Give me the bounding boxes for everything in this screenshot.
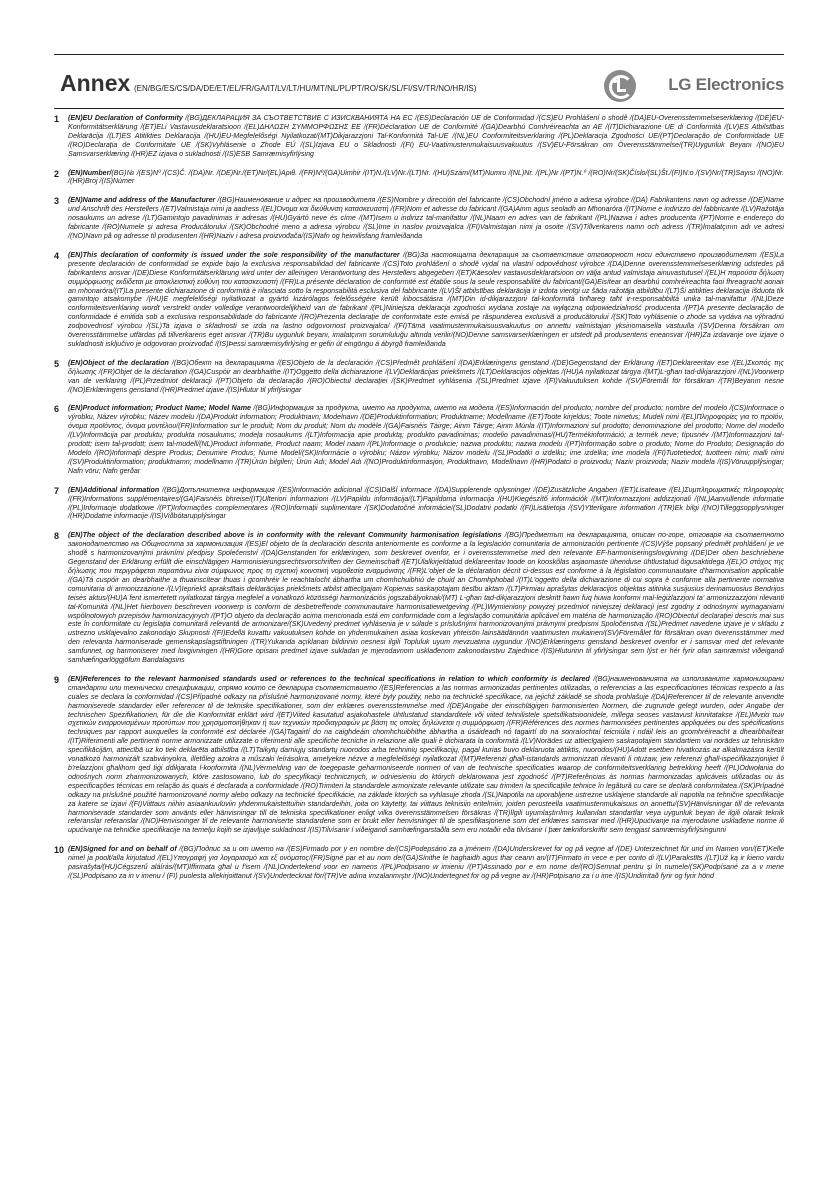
item-number: 8 — [54, 531, 60, 542]
top-rule — [54, 54, 784, 55]
item-number: 4 — [54, 250, 60, 261]
annex-item-5 — [54, 359, 784, 395]
item-number: 1 — [54, 114, 60, 124]
annex-item-8 — [54, 531, 784, 665]
item-lead: (EN)Object of the declaration — [68, 358, 169, 367]
item-lead: (EN)Product information; Product Name; Model Name — [68, 404, 251, 413]
language-codes: (EN/BG/ES/CS/DA/DE/ET/EL/FR/GA/IT/LV/LT/HU/MT/NL/PL/PT/RO/SK/SL/FI/SV/TR/NO/HR/IS) — [134, 84, 477, 93]
item-lead: (EN)Number/ — [68, 168, 112, 177]
item-lead: (EN)This declaration of conformity is issued under the sole responsibility of the manufacturer — [68, 250, 400, 259]
item-text: /(BG)Обект на декларацията /(ES)Objeto de la declaración /(CS)Předmět prohlášení /(DA)Erklæringens genstand /(DE)Gegenstand der Erklärung /(ET)Deklareeritav ese /(EL)Σκοπός της δήλωσης /(FR)Objet de la déclaration /(GA)Cuspóir an dearbhaithe /(IT)Oggetto della dichiarazione /(LV)Deklarācijas priekšmets /(LT)Deklaracijos objektas /(HU)A nyilatkozat tárgya /(MT)L-għan tad-dikjarazzjoni /(NL)Voorwerp van de verklaring /(PL)Przedmiot deklaracji /(PT)Objeto da declaração /(RO)Obiectul declarației /(SK)Predmet vyhlásenia /(SL)Predmet izjave /(FI)Vakuutuksen kohde /(SV)Föremål för försäkran /(TR)Beyanın nesne /(NO)Erklæringens genstand /(HR)Predmet izjave /(IS)Hlutur til yfirlýsingar — [68, 358, 784, 394]
item-text: /(BG)Допълнителна информация /(ES)Información adicional /(CS)Další informace /(DA)Supplerende oplysninger /(DE)Zusätzliche Angaben /(ET)Lisateave /(EL)Συμπληρωματικές πληροφορίες /(FR)Informations supplémentaires/(GA)Faisnéis bhreise/(IT)Ulteriori informazioni /(LV)Papildu informācija/(LT)Papildoma informacija /(HU)Kiegészítő információk /(MT)Informazzjoni addizzjonali /(NL)Aanvullende informatie /(PL)Informacje dodatkowe /(PT)Informações complementares /(RO)Informații suplimentare /(SK)Dodatočné informácie/(SL)Dodatni podatki /(FI)Lisätietoja /(SV)Ytterligare information /(TR)Ek bilgi /(NO)Tilleggsopplysninger /(HR)Dodatne informacije /(IS)Viðbótarupplýsingar — [68, 485, 784, 521]
item-text: /(BG)Информация за продукта, името на продукта, името на модела /(ES)Información del producto; nombre del producto; nombre del modelo /(CS)Informace o výrobku, Název výrobku; Název modelu /(DA)Produkt information; Produktnavn; Modelnavn /(DE)Produktinformation; Produktname; Modellname /(ET)Toote kirjeldus; Toote nimetus; Mudeli nimi /(EL)Πληροφορίες για το προϊόν, όνομα προϊόντος, όνομα μοντέλου/(FR)Information sur le produit; Nom du produit; Nom du modèle /(GA)Faisnéis Táirge; Ainm Táirge; Ainm Múnla /(IT)Informazioni sul prodotto; denominazione del prodotto; Nome del modello /(LV)Informācija par produktu; produkta nosaukums; modeļa nosaukums /(LT)Informacija apie produktą; produkto pavadinimas; modelio pavadinimas/(HU)Termékinformáció; a termék neve; típusnév /(MT)Informazzjoni tal-prodott; isem tal-prodott; isem tal-mudell/(NL)Product informatie, Product naam; Model naam /(PL)Informacje o produkcie; nazwa produktu; nazwa modelu /(PT)Informação sobre o produto; Nome do Produto; Designação do Modelo /(RO)Informații despre Produs; Denumire Produs; Nume Model/(SK)Informácie o výrobku; Názov výrobku; Názov modelu /(SL)Podatki o izdelku; ime izdelka; ime modela /(FI)Tuotetiedot; tuotteen nimi; malli nimi /(SV)Produktinformation; produktnamn; modellnamn /(TR)Ürün bilgileri; Ürün Adı; Model Adı /(NO)Produktinformasjon, Produktnavn, Modellnavn /(HR)Podatci o proizvodu; Naziv proizvoda; Naziv modela /(IS)Vöruupplýsingar; Nafn vöru; Nafn gerðar — [68, 404, 784, 475]
page-title: Annex — [60, 70, 131, 96]
annex-content — [54, 114, 784, 891]
item-number: 3 — [54, 196, 60, 207]
item-number: 7 — [54, 485, 60, 496]
annex-item-4 — [54, 251, 784, 349]
item-text: /(BG)наименованията на използваните хармонизирани стандарти или технически спецификации, спрямо които се декларира съответствието /(ES)Referencias a las normas armonizadas pertinentes utilizadas, o referencias a las especificaciones técnicas respecto a las cuales se declara la conformidad /(CS)Případné odkazy na příslušné harmonizované normy, které byly použity, nebo na technické specifikace, na jejichž základě se shoda prohlašuje /(DA)Referencer til de relevante anvendte harmoniserede standarder eller referencer til de tekniske specifikationer, som der erklæres overensstemmelse med /(DE)Angabe der einschlägigen harmonisierten Normen, die zugrunde gelegt wurden, oder Angabe der technischen Spezifikationen, für die die Konformität erklärt wird /(ET)Viited kasutatud asjakohastele ühtlustatud standarditele või viited tehnilistele spetsifikatsioonidele, millega seoses vastavust kinnitatakse /(EL)Μνεία των σχετικών εναρμονισμένων προτύπων που χρησιμοποιήθηκαν ή των τεχνικών προδιαγραφών με βάση τις οποίες δηλώνεται η συμμόρφωση /(FR)Références des normes harmonisées pertinentes appliquées ou des spécifications techniques par rapport auxquelles la conformité est déclarée /(GA)Tagairtí do na caighdeáin chomhchuibhithe ábhartha a úsáideadh nó tagairtí do na sonraíochtaí teicniúla i ndáil leis an gcomhréireacht a dhearbhaítear /(IT)Riferimenti alle pertinenti norme armonizzate utilizzate o riferimenti alle specifiche tecniche in relazione alle quali è dichiarata la conformità /(LV)Norādes uz attiecīgajiem saskaņotajiem standartiem vai norādes uz tehniskām specifikācijām, attiecībā uz ko tiek deklarēta atbilstība /(LT)Taikytų darniųjų standartų nuorodos arba techninių specifikacijų, pagal kurias buvo deklaruota atitiktis, nuorodos/(HU)Adott esetben hivatkozás az alkalmazásra került vonatkozó harmonizált szabványokra, illetőleg azokra a műszaki leírásokra, amelyekre nézve a megfelelőségi nyilatkozat /(MT)Referenzi għall-istandards armonizzati rilevanti li ntużaw, jew referenzi għall-ispeċifikazzjonijiet li b'relazzjoni għalihom qed tiġi ddikjarata l-konformità /(NL)Vermelding van de toegepaste geharmoniseerde normen of van de technische specificaties waarop de conformiteitsverklaring betrekking heeft /(PL)Odwołania do odnośnych norm zharmonizowanych, które zastosowano, lub do specyfikacji technicznych, w odniesieniu do których deklarowana jest zgodność /(PT)Referências às normas harmonizadas aplicáveis utilizadas ou às especificações técnicas em relação às quais é declarada a conformidade /(RO)Trimiteri la standardele armonizate relevante utilizate sau trimiteri la specificațiile tehnice în legătură cu care se declară conformitatea /(SK)Prípadné odkazy na príslušné použité harmonizované normy alebo odkazy na technické špecifikácie, na základe ktorých sa vyhlasuje zhoda /(SL)Napotila na uporabljene ustrezne usklajene standarde ali napotila na tehnične specifikacije za katere se izjavi /(FI)Viittaus niihin asiaankuuluviin yhdenmukaistettuihin standardeihin, joita on käytetty, tai viittaus teknisiin eritelmiin, joiden perusteella vaatimustenmukaisuus on annettu/(SV)Hänvisningar till de relevanta harmoniserade standarder som använts eller hänvisningar till de tekniska specifikationer enligt vilka överensstämmelsen försäkras /(TR)İlgili uyumlaştırılmış kullanılan standartlar veya uygunluk beyan ile ilgili olarak teknik referanslar referanslar /(NO)Henvisninger til de relevante harmoniserte standardene som er brukt eller henvisninger til de spesifikasjonene som det erklæres samsvar med /(HR)Upućivanje na mjerodavne usklađene norme ili upućivanje na tehničke specifikacije na temelju kojih se izjavljuje sukladnost /(IS)Tilvísanir í viðeigandi samhæfingarstaðla sem eru notaðir eða tilvísanir í þær tækniforskriftir sem tengjast samræmisyfirlýsingunni — [68, 674, 784, 835]
item-lead: (EN)References to the relevant harmonised standards used or references to the technical specifications in relation to which conformity is declared — [68, 674, 590, 683]
item-lead: (EN)EU Declaration of Conformity — [68, 114, 183, 122]
annex-item-9 — [54, 675, 784, 835]
item-text: /(BG)Предметът на декларацията, описан по-горе, отговаря на съответното законодателство на Общността за хармонизация /(ES)El objeto de la declaración descrita anteriormente es conforme a la legislación comunitaria de armonización pertinente /(CS)Výše popsaný předmět prohlášení je ve shodě s harmonizovanými právními předpisy Společenství /(DA)Genstanden for erklæringen, som beskrevet ovenfor, er i overensstemmelse med den relevante EF-harmoniseringslovgivning /(DE)Der oben beschriebene Gegenstand der Erklärung erfüllt die einschlägigen Harmonisierungsrechtsvorschriften der Gemeinschaft /(ET)Ülalkirjeldatud deklareeritav toode on kooskõlas asjaomaste ühenduse ühtlustatud õigusaktidega /(EL)Ο στόχος της δήλωσης που περιγράφεται παραπάνω είναι σύμφωνος προς τη σχετική κοινοτική νομοθεσία εναρμόνισης /(FR)L'objet de la déclaration décrit ci-dessus est conforme à la législation communautaire d'harmonisation applicable /(GA)Tá cuspóir an dearbhaithe a thuairiscítear thuas i gcomhréir le reachtaíocht ábhartha um chomhchuibhiú de chuid an Chomhphobail /(IT)L'oggetto della dichiarazione di cui sopra è conforme alla pertinente normativa comunitaria di armonizzazione /(LV)Iepriekš aprakstītais deklarācijas priekšmets atbilst attiecīgajam Kopienas saskaņotajam tiesību aktam /(LT)Pirmiau aprašytas deklaracijos objektas atitinka susijusius derinamuosius Bendrijos teisės aktus/(HU)A fent ismertetett nyilatkozat tárgya megfelel a vonatkozó közösségi harmonizációs jogszabályoknak/(MT) L-għan tad-dikjarazzjoni deskritt hawn fuq huwa konformi mal-leġiżlazzjoni ta' armonizzazzjoni rilevanti tal-Komunità /(NL)Het hierboven beschreven voorwerp is conform de desbetreffende communautaire harmonisatiewetgeving /(PL)Wymieniony powyżej przedmiot niniejszej deklaracji jest zgodny z odnośnymi wymaganiami wspólnotowych przepisów harmonizacyjnych /(PT)O objeto da declaração acima mencionada está em conformidade com a legislação comunitária aplicável em matéria de harmonização /(RO)Obiectul declarației descris mai sus este în conformitate cu legislația comunitară relevantă de armonizare/(SK)Uvedený predmet vyhlásenia je v súlade s príslušnými harmonizovanými právnymi predpismi Spoločenstva /(SL)Predmet navedene izjave je v skladu z ustrezno usklajevalno zakonodajo Skupnosti /(FI)Edellä kuvattu vakuutuksen kohde on yhdenmukainen asiaa koskevan yhteisön lainsäädännön vaatimusten mukainen/(SV)Föremålet för försäkran ovan överensstämmer med den relevanta harmoniserade gemenskapslagstiftningen /(TR)Yukarıda açıklanan bildirinin nesnesi ilgili Topluluk uyum mevzuatına uygundur /(NO)Erklæringens genstand beskrevet ovenfor er i samsvar med det relevante samfunnet, og harmoniserer med lovgivningen /(HR)Gore opisani predmet izjave sukladan je mjerodavnom usklađenom zakonodavstvu Zajednice /(IS)Hluturinn til yfirlýsingar sem lýst er hér fyrir ofan samræmist viðeigandi samhæfingarlöggjöfum Bandalagsins — [68, 531, 784, 665]
annex-item-6 — [54, 404, 784, 475]
item-lead: (EN)Signed for and on behalf of — [68, 845, 177, 854]
item-text: /(BG)Наименование и адрес на производителя /(ES)Nombre y dirección del fabricante /(CS)Obchodní jméno a adresa výrobce /(DA) Fabrikantens navn og adresse /(DE)Name und Anschrift des Herstellers /(ET)Valmistaja nimi ja aadress /(EL)Όνομα και διεύθυνση κατασκευαστή /(FR)Nom et adresse du fabricant /(GA)Ainm agus seoladh an Mhonaróra /(IT)Nome e indirizzo del fabbricante /(LV)Ražotāja nosaukums un adrese /(LT)Gamintojo pavadinimas ir adresas /(HU)Gyártó neve és címe /(MT)Isem u indirizz tal-manifattur /(NL)Naam en adres van de fabrikant /(PL)Nazwa i adres producenta /(PT)Nome e endereço do fabricante /(RO)Numele și adresa Producătorului /(SK)Obchodné meno a adresa výrobcu /(SL)Ime in naslov proizvajalca /(FI)Valmistajan nimi ja osoite /(SV)Tillverkarens namn och adress /(TR)İmalatçının adı ve adresi /(NO)Navn på og adresse til produsenten /(HR)Naziv i adresa proizvođača/(IS)Nafn og heimilisfang framleiðanda — [68, 196, 784, 240]
annex-item-1 — [54, 114, 784, 159]
item-number: 10 — [54, 845, 65, 856]
lg-logo — [584, 66, 784, 106]
item-text: /(BG)Подпис за и от името на /(ES)Firmado por y en nombre de/(CS)Podepsáno za a jménem /(DA)Underskrevet for og på vegne af /(DE) Unterzeichnet für und im Namen von/(ET)Kelle nimel ja poolt/alla kirjutatud /(EL)Υπογραφή για λογαριασμό και εξ ονόματος/(FR)Signé par et au nom de/(GA)Sínithe le haghaidh agus thar ceann an/(IT)Firmato in vece e per conto di /(LV)Parakstīts /(LT)Už ką ir kieno vardu pasirašyta/(HU)Cégszerű aláírás/(MT)Iffirmata għal u f'isem /(NL)Ondertekend voor en namens /(PL)Podpisano w imieniu /(PT)Assinado por e em nome de/(RO)Semnat pentru și în numele/(SK)Podpísané za a v mene /(SL)Podpisano za in v imenu / (FI) puolesta allekirjoittanut /(SV)Undertecknat för/(TR)Ve adına imzalanmıştır /(NO)Undertegnet for og på vegne av /(HR)Potpisano za i u ime /(IS)Undirritað fyrir og fyrir hönd — [68, 845, 784, 880]
item-text: (BG)№ /(ES)Nº /(CS)Č. /(DA)Nr. /(DE)Nr./(ET)Nr/(EL)Αριθ. /(FR)Nº/(GA)Uimhir /(IT)N./(LV)Nr./(LT)Nr. /(HU)Szám/(MT)Numru /(NL)Nr. /(PL)Nr /(PT)N.º /(RO)Nr/(SK)Číslo/(SL)Št./(FI)N:o /(SV)Nr/(TR)Sayısı /(NO)Nr. /(HR)Broj /(IS)Númer — [68, 168, 784, 186]
annex-item-7 — [54, 486, 784, 522]
item-text: /(BG)ДЕКЛАРАЦИЯ ЗА СЪОТВЕТСТВИЕ С ИЗИСКВАНИЯТА НА ЕС /(ES)Declaración UE de Conformidad /(CS)EU Prohlášení o shodě /(DA)EU-Overensstemmelseserklæring /(DE)EU-Konformitätserklärung /(ET)ELi Vastavusdeklaratsioon /(EL)ΔΗΛΩΣΗ ΣΥΜΜΟΡΦΩΣΗΣ ΕΕ /(FR)Déclaration UE de Conformité /(GA)Dearbhú Comhréireachta an AE /(IT)Dichiarazione UE di Conformità /(LV)ES Atbilstības Deklarācija /(LT)ES Atitikties Deklaracija /(HU)EU-Megfelelőségi Nyilatkozat/(MT)Dikjarazzjoni Tal-Konformità Tal-UE /(NL)EU Conformiteitsverklaring /(PL)Deklaracja Zgodności UE/(PT)Declaração de Conformidade UE /(RO)Declarația de Conformitate UE /(SK)Vyhlásenie o Zhode EÚ /(SL)Izjava EU o Skladnosti /(FI) EU-Vaatimustenmukaisuusvakuutus /(SV)EU-Försäkran om Överensstämmelse/(TR)Uygunluk Beyanı /(NO)EU Samsvarserklæring /(HR)EZ izjava o sukladnosti /(IS)ESB Samræmisyfirlýsing — [68, 114, 784, 158]
logo-text: LG Electronics — [668, 75, 784, 94]
item-text: /(BG)За настоящата декларация за съответствие отговорност носи единствено производителят /(ES)La presente declaración de conformidad se expide bajo la exclusiva responsabilidad del fabricante /(CS)Toto prohlášení o shodě vydal na vlastní odpovědnost výrobce /(DA)Denne overensstemmelseserklæring udstedes på fabrikantens ansvar /(DE)Diese Konformitätserklärung wird unter der alleinigen Verantwortung des Herstellers abgegeben /(ET)Käesolev vastavusdeklaratsioon on välja antud valmistaja ainuvastutusel /(EL)Η παρούσα δήλωση συμμόρφωσης εκδίδεται με αποκλειστική ευθύνη του κατασκευαστή /(FR)La présente déclaration de conformité est établie sous la seule responsabilité du fabricant/(GA)Eisítear an dearbhú comhréireachta faoi fhreagracht aonair an mhonaróra/(IT)La presente dichiarazione di conformità è rilasciata sotto la responsabilità esclusiva del fabbricante /(LV)Šī atbilstības deklarācija ir izdota vienīgi uz šāda ražotāja atbildību /(LT)Ši atitikties deklaracija išduota tik gamintojo atsakomybe /(HU)E megfelelőségi nyilatkozat a gyártó kizárólagos felelősségére került kibocsátásra /(MT)Din id-dikjarazzjoni tal-konformità tinħareg taħt ir-responsabbiltà unika tal-manifattur /(NL)Deze conformiteitsverklaring wordt verstrekt onder volledige verantwoordelijkheid van de fabrikant /(PL)Niniejsza deklaracja zgodności wydana zostaje na wyłączną odpowiedzialność producenta /(PT)A presente declaração de conformidade é emitida sob a exclusiva responsabilidade do fabricante /(RO)Prezenta declarație de conformitate este emisă pe răspunderea exclusivă a producătorului /(SK)Toto vyhlásenie o zhode sa vydáva na výhradnú zodpovednosť výrobcu /(SL)Ta izjava o skladnosti se izda na lastno odgovornost proizvajalca/ /(FI)Tämä vaatimustenmukaisuusvakuutus on annettu valmistajan yksinomaisella vastuulla /(SV)Denna försäkran om överensstämmelse utfärdas på tillverkarens eget ansvar /(TR)Bu uygunluk beyanı, imalatçının sorumluluğu altında verilir/(NO)Denne samsvarserklæringen er utstedt på produsentens eneansvar /(HR)Za izdavanje ove izjave o sukladnosti isključivo je odgovoran proizvođač /(IS)Þessi samræmisyfirlýsing er gefin út eingöngu á ábyrgð framleiðanda — [68, 250, 784, 348]
item-lead: (EN)Name and address of the Manufacturer — [68, 196, 216, 205]
lg-logo-icon — [604, 70, 636, 102]
item-number: 2 — [54, 168, 60, 179]
page-header — [54, 66, 784, 110]
annex-item-2 — [54, 169, 784, 187]
item-number: 6 — [54, 404, 60, 415]
annex-item-10 — [54, 845, 784, 881]
item-number: 5 — [54, 358, 60, 369]
item-number: 9 — [54, 674, 60, 685]
header-rule — [54, 108, 784, 109]
annex-item-3 — [54, 196, 784, 241]
item-lead: (EN)Additional information — [68, 485, 160, 494]
item-lead: (EN)The object of the declaration described above is in conformity with the relevant Community harmonisation legislations — [68, 531, 502, 540]
